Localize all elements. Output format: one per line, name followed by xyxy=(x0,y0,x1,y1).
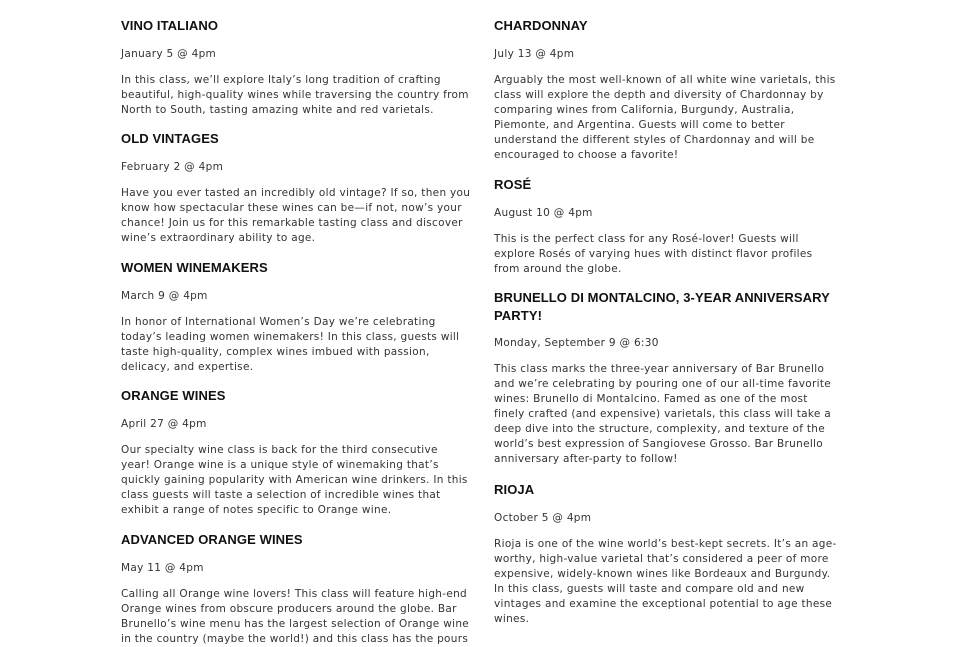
event-title: BRUNELLO DI MONTALCINO, 3-YEAR ANNIVERSARY PARTY! xyxy=(494,290,830,323)
description-line: expensive, widely-known wines like Bordeaux and Burgundy. xyxy=(494,568,831,580)
event-title: CHARDONNAY xyxy=(494,18,588,33)
event-orange-wines xyxy=(121,387,477,516)
description-line: class guests will taste a selection of incredible wines that xyxy=(121,489,441,501)
event-rose xyxy=(494,176,844,275)
description-line: worthy, high-value varietal that’s considered a peer of more xyxy=(494,553,829,565)
event-description xyxy=(494,73,836,163)
description-line: anniversary after-party to follow! xyxy=(494,453,678,465)
event-description xyxy=(121,443,468,518)
event-title: ADVANCED ORANGE WINES xyxy=(121,532,303,547)
description-line: explore Rosés of varying hues with distinct flavor profiles xyxy=(494,248,813,260)
description-line: Our specialty wine class is back for the third consecutive xyxy=(121,444,438,456)
event-description xyxy=(494,537,837,627)
event-date: August 10 @ 4pm xyxy=(494,207,593,219)
event-description xyxy=(121,73,469,118)
description-line: in the country (maybe the world!) and this class has the pours xyxy=(121,633,469,645)
description-line: taste high-quality, complex wines imbued with passion, xyxy=(121,346,430,358)
description-line: exhibit a range of notes specific to Orange wine. xyxy=(121,504,392,516)
description-line: and we’re celebrating by pouring one of our all-time favorite xyxy=(494,378,831,390)
event-title: OLD VINTAGES xyxy=(121,131,219,146)
event-rioja xyxy=(494,481,844,625)
description-line: This class marks the three-year anniversary of Bar Brunello xyxy=(494,363,825,375)
description-line: understand the different styles of Chardonnay and will be xyxy=(494,134,815,146)
description-line: chance! Join us for this remarkable tasting class and discover xyxy=(121,217,463,229)
event-advanced-orange-wines xyxy=(121,531,477,645)
description-line: comparing wines from California, Burgundy, Australia, xyxy=(494,104,795,116)
description-line: North to South, tasting amazing white and red varietals. xyxy=(121,104,434,116)
description-line: class will explore the depth and diversity of Chardonnay by xyxy=(494,89,824,101)
description-line: Piemonte, and Argentina. Guests will come to better xyxy=(494,119,785,131)
description-line: year! Orange wine is a unique style of winemaking that’s xyxy=(121,459,439,471)
description-line: Have you ever tasted an incredibly old vintage? If so, then you xyxy=(121,187,471,199)
event-title: ROSÉ xyxy=(494,177,532,192)
event-description xyxy=(121,315,459,375)
event-description xyxy=(494,362,831,467)
description-line: Orange wines from obscure producers around the globe. Bar xyxy=(121,603,457,615)
description-line: In this class, we’ll explore Italy’s long tradition of crafting xyxy=(121,74,441,86)
description-line: This is the perfect class for any Rosé-lover! Guests will xyxy=(494,233,799,245)
description-line: Brunello’s wine menu has the largest selection of Orange wine xyxy=(121,618,470,630)
description-line: know how spectacular these wines can be—if not, now’s your xyxy=(121,202,462,214)
description-line: In this class, guests will taste and compare old and new xyxy=(494,583,805,595)
event-title: RIOJA xyxy=(494,482,535,497)
description-line: quickly gaining popularity with American wine drinkers. In this xyxy=(121,474,468,486)
event-description xyxy=(121,587,469,647)
event-title: VINO ITALIANO xyxy=(121,18,219,33)
description-line: finely crafted (and expensive) varietals, this class will take a xyxy=(494,408,831,420)
description-line: delicacy, and expertise. xyxy=(121,361,254,373)
description-line: vintages and examine the exceptional potential to age these xyxy=(494,598,833,610)
event-date: Monday, September 9 @ 6:30 xyxy=(494,337,659,349)
event-title: WOMEN WINEMAKERS xyxy=(121,260,268,275)
description-line: wine’s extraordinary ability to age. xyxy=(121,232,316,244)
event-date: March 9 @ 4pm xyxy=(121,290,208,302)
description-line: world’s best expression of Sangiovese Grosso. Bar Brunello xyxy=(494,438,823,450)
event-women-winemakers xyxy=(121,259,477,373)
description-line: today’s leading women winemakers! In this class, guests will xyxy=(121,331,460,343)
description-line: deep dive into the structure, complexity, and texture of the xyxy=(494,423,825,435)
event-brunello-anniversary xyxy=(494,289,844,465)
description-line: wines: Brunello di Montalcino. Famed as one of the most xyxy=(494,393,808,405)
event-description xyxy=(494,232,812,277)
description-line: wines. xyxy=(494,613,530,625)
event-title: ORANGE WINES xyxy=(121,388,226,403)
event-date: April 27 @ 4pm xyxy=(121,418,207,430)
event-old-vintages xyxy=(121,130,477,244)
description-line: encouraged to choose a favorite! xyxy=(494,149,679,161)
event-date: October 5 @ 4pm xyxy=(494,512,592,524)
description-line: In honor of International Women’s Day we’re celebrating xyxy=(121,316,436,328)
event-description xyxy=(121,186,470,246)
event-vino-italiano xyxy=(121,17,477,116)
event-date: July 13 @ 4pm xyxy=(494,48,575,60)
description-line: from around the globe. xyxy=(494,263,622,275)
description-line: Rioja is one of the wine world’s best-kept secrets. It’s an age- xyxy=(494,538,837,550)
description-line: Calling all Orange wine lovers! This class will feature high-end xyxy=(121,588,468,600)
description-line: Arguably the most well-known of all white wine varietals, this xyxy=(494,74,836,86)
event-date: May 11 @ 4pm xyxy=(121,562,204,574)
event-date: January 5 @ 4pm xyxy=(121,48,217,60)
event-chardonnay xyxy=(494,17,844,161)
event-date: February 2 @ 4pm xyxy=(121,161,224,173)
description-line: beautiful, high-quality wines while traversing the country from xyxy=(121,89,469,101)
